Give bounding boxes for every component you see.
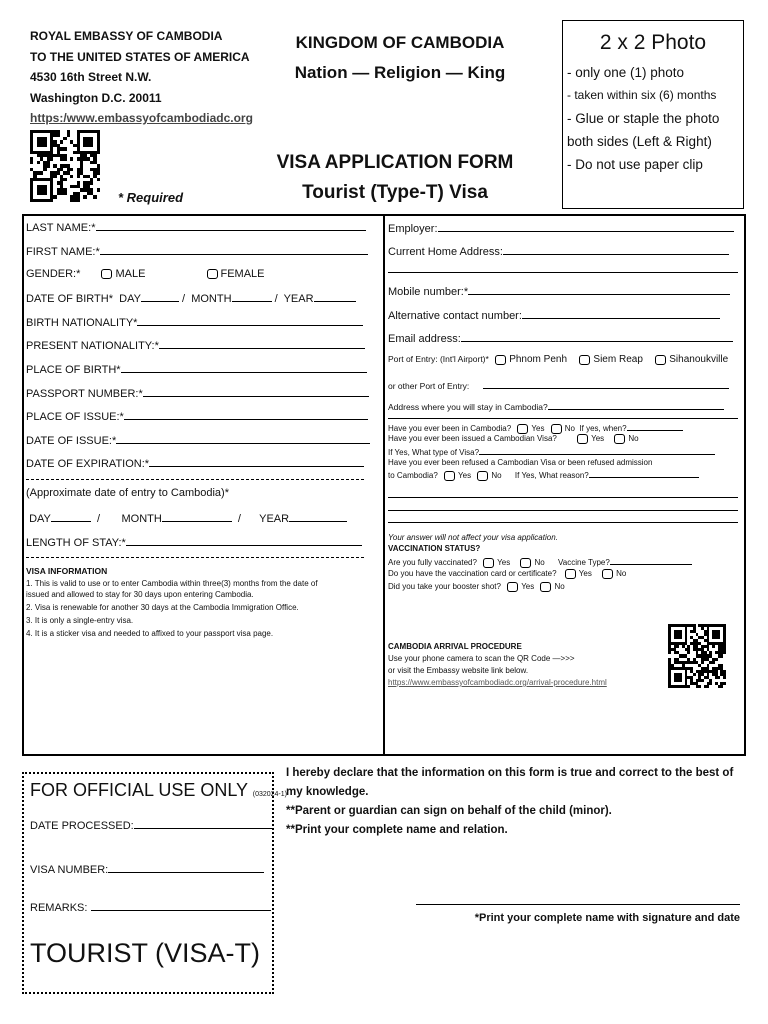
sihanoukville-checkbox[interactable] — [655, 355, 666, 365]
arrival-line: Use your phone camera to scan the QR Code —>>> — [388, 654, 575, 663]
present-nationality-label: PRESENT NATIONALITY:* — [26, 340, 159, 352]
vaccination-card-label: Do you have the vaccination card or certificate? — [388, 569, 557, 579]
remarks-field[interactable] — [91, 900, 271, 911]
remarks-label: REMARKS: — [30, 902, 88, 914]
kingdom-heading — [270, 28, 530, 88]
port-of-entry-label: Port of Entry: (Int'l Airport)* — [388, 354, 489, 364]
issued-yes-checkbox[interactable] — [577, 434, 588, 444]
place-of-issue-row — [26, 409, 368, 423]
card-yes-label: Yes — [578, 569, 592, 579]
issued-no-label: No — [628, 434, 639, 444]
been-in-cambodia-label: Have you ever been in Cambodia? — [388, 424, 512, 433]
date-processed-row — [30, 818, 272, 832]
official-use-title: FOR OFFICIAL USE ONLY — [30, 780, 248, 800]
kingdom-motto: Nation — Religion — King — [294, 63, 506, 82]
embassy-line: Washington D.C. 20011 — [30, 90, 162, 105]
visa-number-label: VISA NUMBER: — [30, 864, 109, 876]
been-yes-checkbox[interactable] — [517, 424, 528, 434]
date-of-expiration-row — [26, 456, 364, 470]
home-address-line[interactable] — [388, 272, 738, 273]
card-yes-checkbox[interactable] — [565, 569, 576, 579]
fully-vaccinated-row — [388, 557, 692, 568]
date-of-issue-label: DATE OF ISSUE:* — [26, 435, 117, 447]
place-of-issue-label: PLACE OF ISSUE:* — [26, 411, 124, 423]
visa-type-stamp: TOURIST (VISA-T) — [30, 938, 261, 968]
length-of-stay-field[interactable] — [126, 535, 362, 546]
length-of-stay-row — [26, 535, 362, 549]
female-label: FEMALE — [220, 268, 265, 280]
place-of-issue-field[interactable] — [124, 409, 368, 420]
dob-slash: / — [274, 293, 278, 305]
dob-day-field[interactable] — [141, 291, 179, 302]
home-address-field[interactable] — [503, 244, 729, 255]
form-title-block — [270, 148, 520, 208]
entry-year-label: YEAR — [259, 513, 290, 525]
date-of-expiration-field[interactable] — [149, 456, 364, 467]
official-use-title-row — [30, 780, 287, 801]
last-name-field[interactable] — [96, 220, 366, 231]
photo-box[interactable] — [562, 20, 744, 209]
place-of-birth-label: PLACE OF BIRTH* — [26, 364, 121, 376]
place-of-birth-field[interactable] — [121, 362, 367, 373]
required-note: * Required — [118, 190, 184, 205]
embassy-website-link[interactable]: https:/www.embassyofcambodiadc.org — [30, 111, 253, 125]
booster-no-label: No — [554, 582, 565, 592]
booster-yes-label: Yes — [521, 582, 535, 592]
visa-number-field[interactable] — [108, 862, 264, 873]
dashed-divider — [26, 479, 364, 480]
other-port-row — [388, 378, 729, 391]
dob-slash: / — [182, 293, 186, 305]
vaccinated-yes-checkbox[interactable] — [483, 558, 494, 568]
female-checkbox[interactable] — [207, 269, 218, 279]
visa-info-line: 4. It is a sticker visa and needed to affixed to your passport visa page. — [26, 629, 274, 638]
other-port-field[interactable] — [483, 378, 729, 389]
port-of-entry-row — [388, 354, 728, 365]
embassy-address — [30, 26, 253, 129]
embassy-line: ROYAL EMBASSY OF CAMBODIA — [30, 29, 223, 43]
qr-code-icon — [668, 624, 726, 688]
siem-reap-label: Siem Reap — [593, 354, 643, 365]
booster-label: Did you take your booster shot? — [388, 582, 501, 592]
last-name-label: LAST NAME:* — [26, 222, 96, 234]
first-name-field[interactable] — [100, 244, 368, 255]
date-of-expiration-label: DATE OF EXPIRATION:* — [26, 458, 150, 470]
entry-date-label: (Approximate date of entry to Cambodia)* — [26, 487, 229, 499]
photo-instruction: - Glue or staple the photo — [567, 111, 720, 126]
vaccine-type-label: Vaccine Type? — [558, 558, 610, 567]
refused-yes-label: Yes — [458, 471, 472, 480]
vaccinated-yes-label: Yes — [497, 558, 511, 567]
refused-label-1: Have you ever been refused a Cambodian Visa or been refused admission — [388, 458, 653, 467]
dob-year-field[interactable] — [314, 291, 356, 302]
passport-number-row — [26, 386, 369, 400]
been-yes-label: Yes — [531, 424, 545, 433]
entry-month-field[interactable] — [162, 511, 232, 522]
entry-slash: / — [97, 513, 101, 525]
form-code: (032024-1) — [252, 791, 287, 798]
embassy-line: TO THE UNITED STATES OF AMERICA — [30, 49, 250, 64]
alt-contact-row — [388, 308, 720, 322]
present-nationality-row — [26, 338, 365, 352]
official-use-box — [22, 772, 287, 994]
visa-info-line: 2. Visa is renewable for another 30 days at the Cambodia Immigration Office. — [26, 603, 299, 612]
what-type-field[interactable] — [479, 447, 715, 455]
kingdom-title: KINGDOM OF CAMBODIA — [295, 33, 505, 52]
photo-instruction: - only one (1) photo — [567, 65, 685, 80]
qr-code-icon — [30, 130, 100, 202]
male-checkbox[interactable] — [101, 269, 112, 279]
employer-field[interactable] — [438, 221, 734, 232]
mobile-label: Mobile number:* — [388, 286, 469, 298]
entry-day-label: DAY — [29, 513, 51, 525]
alt-contact-field[interactable] — [522, 308, 720, 319]
reason-line[interactable] — [388, 497, 738, 498]
passport-number-field[interactable] — [143, 386, 369, 397]
dashed-divider — [26, 557, 364, 558]
visa-number-row — [30, 862, 264, 876]
stay-address-line[interactable] — [388, 418, 738, 419]
refused-row — [388, 470, 699, 481]
first-name-label: FIRST NAME:* — [26, 246, 100, 258]
booster-no-checkbox[interactable] — [540, 582, 551, 592]
last-name-row — [26, 220, 366, 234]
dob-month-label: MONTH — [191, 293, 232, 305]
male-label: MALE — [115, 268, 146, 280]
photo-instruction: - Do not use paper clip — [567, 157, 703, 172]
signature-note: *Print your complete name with signature and date — [474, 912, 740, 924]
visa-info-line: 1. This is valid to use or to enter Cambodia within three(3) months from the date of — [26, 579, 318, 588]
if-yes-when-label: If yes, when? — [579, 424, 627, 433]
birth-nationality-field[interactable] — [137, 315, 363, 326]
date-of-issue-field[interactable] — [116, 433, 370, 444]
vaccinated-no-label: No — [534, 558, 545, 567]
vaccination-title: VACCINATION STATUS? — [388, 544, 481, 553]
card-no-checkbox[interactable] — [602, 569, 613, 579]
arrival-title: CAMBODIA ARRIVAL PROCEDURE — [388, 642, 522, 651]
birth-nationality-label: BIRTH NATIONALITY* — [26, 317, 138, 329]
phnom-penh-checkbox[interactable] — [495, 355, 506, 365]
dob-day-label: DAY — [119, 293, 141, 305]
photo-instruction: both sides (Left & Right) — [567, 134, 712, 149]
fully-vaccinated-label: Are you fully vaccinated? — [388, 558, 477, 567]
sihanoukville-label: Sihanoukville — [669, 354, 729, 365]
entry-day-field[interactable] — [51, 511, 91, 522]
date-processed-field[interactable] — [134, 818, 272, 829]
stay-address-field[interactable] — [548, 399, 724, 410]
entry-year-field[interactable] — [289, 511, 347, 522]
home-address-row — [388, 244, 729, 258]
embassy-line: 4530 16th Street N.W. — [30, 70, 152, 84]
entry-slash: / — [237, 513, 241, 525]
refused-no-label: No — [491, 471, 502, 480]
photo-box-title: 2 x 2 Photo — [599, 31, 707, 54]
employer-row — [388, 221, 734, 235]
issued-yes-label: Yes — [591, 434, 605, 444]
remarks-row — [30, 900, 271, 914]
stay-address-label: Address where you will stay in Cambodia? — [388, 402, 548, 412]
mobile-row — [388, 284, 730, 298]
birth-nationality-row — [26, 315, 363, 329]
issued-visa-label: Have you ever been issued a Cambodian Visa? — [388, 434, 557, 444]
refused-no-checkbox[interactable] — [477, 471, 488, 481]
issued-no-checkbox[interactable] — [614, 434, 625, 444]
if-yes-when-field[interactable] — [627, 423, 683, 431]
been-no-checkbox[interactable] — [551, 424, 562, 434]
booster-row — [388, 582, 565, 592]
what-type-label: If Yes, What type of Visa? — [388, 448, 480, 457]
visa-type-row — [388, 447, 715, 458]
date-processed-label: DATE PROCESSED: — [30, 820, 134, 832]
entry-date-row — [26, 511, 347, 525]
home-address-label: Current Home Address: — [388, 246, 503, 258]
issued-visa-row — [388, 434, 639, 444]
present-nationality-field[interactable] — [159, 338, 365, 349]
refused-label-2: to Cambodia? — [388, 471, 438, 480]
signature-field[interactable] — [416, 904, 740, 905]
been-no-label: No — [564, 424, 575, 433]
length-of-stay-label: LENGTH OF STAY:* — [26, 537, 126, 549]
alt-contact-label: Alternative contact number: — [388, 310, 522, 322]
declaration-line: **Print your complete name and relation. — [286, 824, 508, 836]
first-name-row — [26, 244, 368, 258]
dob-label: DATE OF BIRTH* — [26, 293, 113, 305]
vaccine-type-field[interactable] — [610, 557, 692, 565]
vaccination-card-row — [388, 569, 626, 579]
what-reason-field[interactable] — [589, 470, 699, 478]
refused-yes-checkbox[interactable] — [444, 471, 455, 481]
passport-number-label: PASSPORT NUMBER:* — [26, 388, 143, 400]
arrival-line: or visit the Embassy website link below. — [388, 666, 529, 675]
place-of-birth-row — [26, 362, 367, 376]
other-port-label: or other Port of Entry: — [388, 381, 470, 391]
arrival-procedure-link[interactable]: https://www.embassyofcambodiadc.org/arrival-procedure.html — [388, 678, 607, 687]
employer-label: Employer: — [388, 223, 438, 235]
form-subtitle: Tourist (Type-T) Visa — [302, 182, 488, 203]
what-reason-label: If Yes, What reason? — [514, 471, 589, 480]
visa-info-line: issued and allowed to stay for 30 days upon entering Cambodia. — [26, 590, 254, 599]
photo-instruction: - taken within six (6) months — [567, 88, 717, 102]
visa-info-line: 3. It is only a single-entry visa. — [26, 616, 134, 625]
declaration-line: I hereby declare that the information on this form is true and correct to the best of my knowledge. — [286, 767, 734, 798]
email-field[interactable] — [461, 331, 733, 342]
card-no-label: No — [616, 569, 627, 579]
declaration-block — [286, 764, 742, 840]
mobile-field[interactable] — [468, 284, 730, 295]
dob-month-field[interactable] — [232, 291, 272, 302]
vaccinated-no-checkbox[interactable] — [520, 558, 531, 568]
column-divider — [383, 214, 385, 756]
gender-label: GENDER:* — [26, 268, 81, 280]
gender-row — [26, 268, 265, 280]
entry-month-label: MONTH — [121, 513, 162, 525]
no-affect-note: Your answer will not affect your visa application. — [388, 533, 558, 542]
stay-address-row — [388, 399, 724, 412]
visa-info-title: VISA INFORMATION — [26, 566, 108, 576]
dob-row — [26, 291, 356, 305]
reason-line[interactable] — [388, 510, 738, 511]
been-in-cambodia-row — [388, 423, 683, 434]
email-label: Email address: — [388, 333, 461, 345]
declaration-line: **Parent or guardian can sign on behalf of the child (minor). — [286, 805, 612, 817]
reason-line[interactable] — [388, 522, 738, 523]
email-row — [388, 331, 733, 345]
phnom-penh-label: Phnom Penh — [509, 354, 568, 365]
form-title: VISA APPLICATION FORM — [276, 152, 514, 173]
date-of-issue-row — [26, 433, 370, 447]
dob-year-label: YEAR — [283, 293, 314, 305]
siem-reap-checkbox[interactable] — [579, 355, 590, 365]
booster-yes-checkbox[interactable] — [507, 582, 518, 592]
